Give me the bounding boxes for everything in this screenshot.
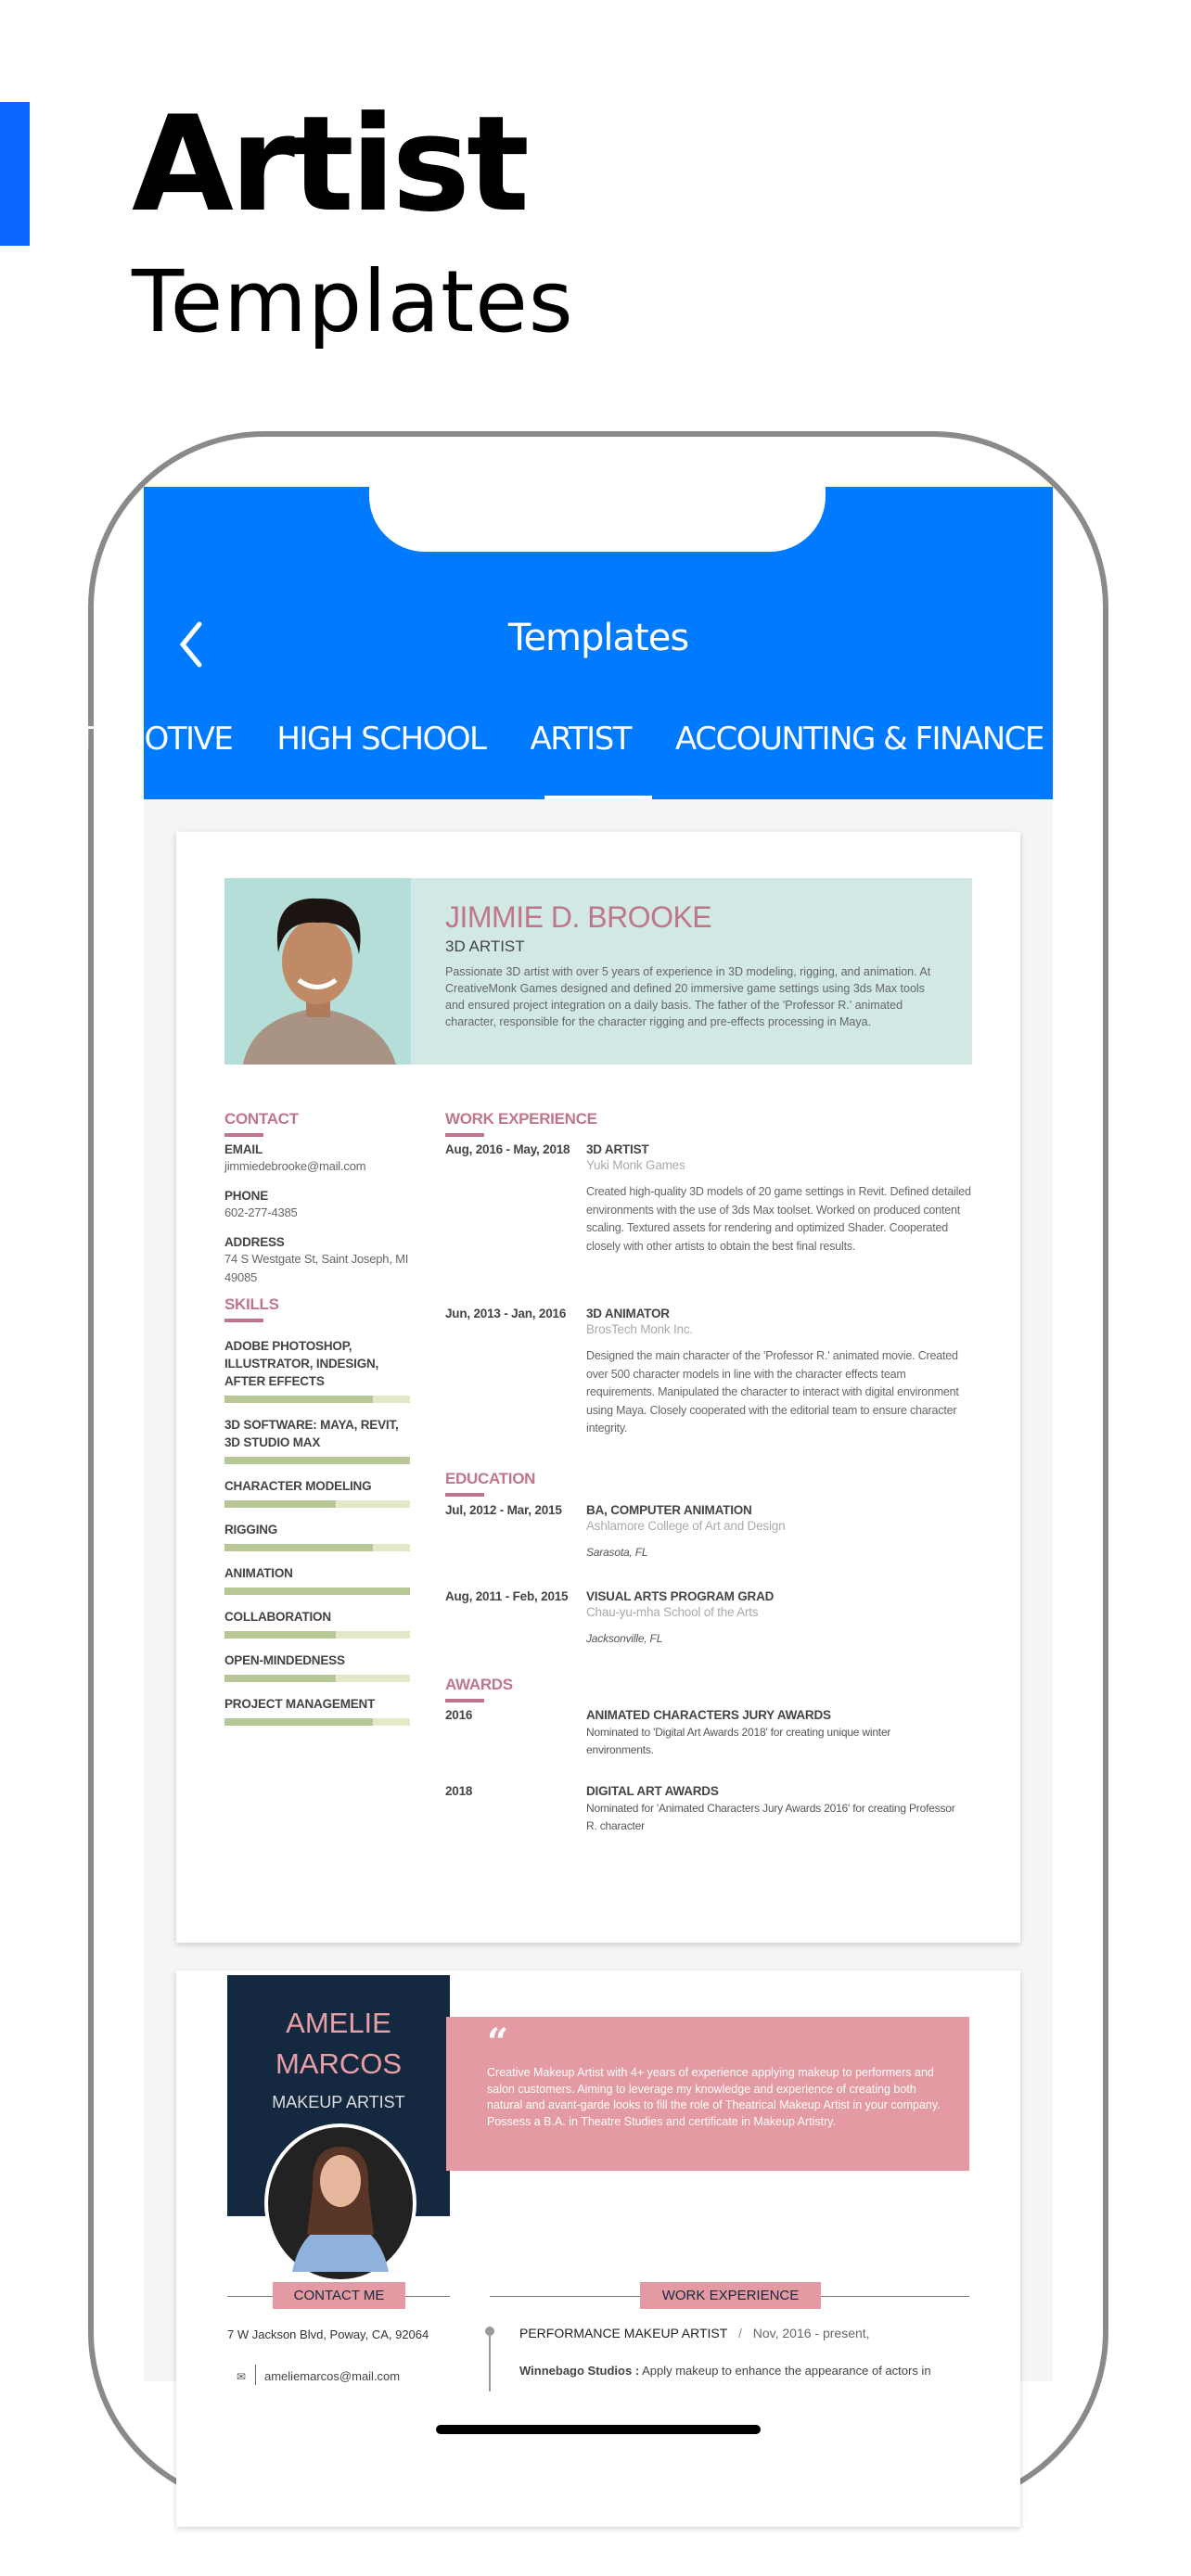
email: ameliemarcos@mail.com [264,2369,401,2383]
skill-level-fill [224,1544,373,1551]
contact-heading: CONTACT ME [273,2282,405,2309]
skill-level-fill [224,1588,410,1595]
resume-header [224,878,972,1065]
phone-label: PHONE [224,1189,269,1203]
address-value: 74 S Westgate St, Saint Joseph, MI 49085 [224,1252,409,1284]
skill-name: OPEN-MINDEDNESS [224,1653,345,1667]
skill-name: RIGGING [224,1523,278,1537]
notch [369,487,826,552]
job-company: Yuki Monk Games [586,1158,685,1172]
template-card-amelie[interactable] [176,1970,1020,2527]
tab-automotive[interactable]: AUTOMOTIVE [35,721,233,758]
timeline-line [489,2336,491,2391]
skill-name: ANIMATION [224,1566,293,1580]
skill-level-fill [224,1396,373,1403]
resume-role: 3D ARTIST [445,937,525,955]
job-title: 3D ARTIST [586,1142,649,1156]
award-year: 2016 [445,1708,473,1722]
job-dates: Jun, 2013 - Jan, 2016 [445,1307,567,1320]
job-company: BrosTech Monk Inc. [586,1322,693,1336]
job-dates: Nov, 2016 - present, [752,2326,870,2340]
skill-level-fill [224,1675,336,1682]
award-year: 2018 [445,1784,473,1798]
template-list[interactable] [144,799,1053,2381]
edu-school: Chau-yu-mha School of the Arts [586,1605,759,1619]
skill-level-bar [224,1631,410,1639]
skill-level-fill [224,1457,410,1464]
edu-school: Ashlamore College of Art and Design [586,1519,786,1533]
edu-degree: VISUAL ARTS PROGRAM GRAD [586,1589,775,1603]
home-indicator[interactable] [436,2425,761,2434]
job-description: Designed the main character of the 'Professor R.' animated movie. Created over 500 character models in line with the character effects team requirements. Manipulated the character to interact with digital environment using Maya. Closely cooperated with the editorial team to ensure character integrity. [586,1349,959,1435]
job-dates: Aug, 2016 - May, 2018 [445,1142,570,1156]
category-tabs [35,721,1088,758]
skill-level-bar [224,1396,410,1403]
skill-name: PROJECT MANAGEMENT [224,1697,376,1711]
phone-value: 602-277-4385 [224,1205,298,1219]
skill-level-bar [224,1588,410,1595]
work-heading: WORK EXPERIENCE [445,1110,597,1137]
edu-location: Sarasota, FL [586,1546,648,1559]
role: MAKEUP ARTIST [272,2093,405,2111]
award-description: Nominated for 'Animated Characters Jury Awards 2016' for creating Professor R. character [586,1802,955,1832]
separator: / [737,2326,742,2340]
accent-bar [0,102,30,246]
skill-name: CHARACTER MODELING [224,1479,372,1493]
job-title: PERFORMANCE MAKEUP ARTIST [519,2326,728,2340]
awards-heading: AWARDS [445,1676,513,1702]
skill-level-bar [224,1457,410,1464]
skill-level-bar [224,1544,410,1551]
tab-high-school[interactable]: HIGH SCHOOL [276,721,486,758]
skill-level-bar [224,1718,410,1726]
resume-summary: Passionate 3D artist with over 5 years of experience in 3D modeling, rigging, and animation. At CreativeMonk Games designed and defined 20 immersive game settings using 3ds Max tools and ensured project integration on a daily basis. The father of the 'Professor R.' animated character, responsible for the character rigging and pre-effects processing in Maya. [445,965,931,1028]
job-description: Apply makeup to enhance the appearance of actors in [642,2364,931,2378]
job-company: Winnebago Studios : [519,2364,640,2378]
skills-list [224,1337,410,1726]
email-value: jimmiedebrooke@mail.com [224,1159,366,1173]
summary: Creative Makeup Artist with 4+ years of experience applying makeup to performers and salon customers. Aiming to leverage my knowledge and experience of creating both natural and avant-garde looks to fill the role of Theatrical Makeup Artist in your company. Possess a B.A. in Theatre Studies and certificate in Makeup Artistry. [487,2066,941,2128]
timeline-dot [485,2327,494,2336]
skill-name: ADOBE PHOTOSHOP, ILLUSTRATOR, INDESIGN, AFTER EFFECTS [224,1339,379,1388]
phone-screen [35,487,1053,2457]
promo-title: Artist [132,88,526,241]
quote-icon: “ [487,2021,509,2064]
mail-icon: ✉ [237,2370,247,2383]
job-header [519,2326,870,2340]
job-title: 3D ANIMATOR [586,1307,670,1320]
edu-location: Jacksonville, FL [586,1632,663,1645]
email-label: EMAIL [224,1142,263,1156]
profile-photo [264,2123,416,2283]
award-title: DIGITAL ART AWARDS [586,1784,719,1798]
divider [255,2365,256,2385]
skill-level-bar [224,1500,410,1508]
first-name: AMELIE [286,2007,391,2039]
skill-level-fill [224,1718,373,1726]
last-name: MARCOS [275,2047,403,2080]
skill-level-fill [224,1500,336,1508]
edu-degree: BA, COMPUTER ANIMATION [586,1503,752,1517]
profile-photo [224,878,411,1065]
education-heading: EDUCATION [445,1470,535,1497]
nav-bar [35,487,1053,799]
skill-name: COLLABORATION [224,1610,331,1624]
page-title: Templates [507,617,689,659]
tab-accounting-finance[interactable]: ACCOUNTING & FINANCE [675,721,1044,758]
skill-level-fill [224,1631,336,1639]
summary-box [446,2017,969,2171]
skill-level-bar [224,1675,410,1682]
job-description: Created high-quality 3D models of 20 game settings in Revit. Defined detailed environments with the use of 3ds Max toolset. Worked on produced content scaling. Textured assets for rendering and optimized Shader. Cooperated closely with other artists to obtain the best final results. [586,1185,971,1253]
contact-heading: CONTACT [224,1110,299,1137]
work-heading: WORK EXPERIENCE [640,2282,821,2309]
skill-name: 3D SOFTWARE: MAYA, REVIT, 3D STUDIO MAX [224,1418,399,1449]
edu-dates: Aug, 2011 - Feb, 2015 [445,1589,569,1603]
address: 7 W Jackson Blvd, Poway, CA, 92064 [227,2327,429,2341]
skills-heading: SKILLS [224,1295,279,1322]
award-description: Nominated to 'Digital Art Awards 2018' for creating unique winter environments. [586,1726,891,1756]
promo-subtitle: Templates [132,252,574,351]
edu-dates: Jul, 2012 - Mar, 2015 [445,1503,562,1517]
address-label: ADDRESS [224,1235,285,1249]
award-title: ANIMATED CHARACTERS JURY AWARDS [586,1708,831,1722]
tab-artist[interactable]: ARTIST [530,721,632,758]
resume-name: JIMMIE D. BROOKE [445,900,712,934]
job-line [519,2364,931,2378]
template-card-jimmie[interactable] [176,832,1020,1943]
